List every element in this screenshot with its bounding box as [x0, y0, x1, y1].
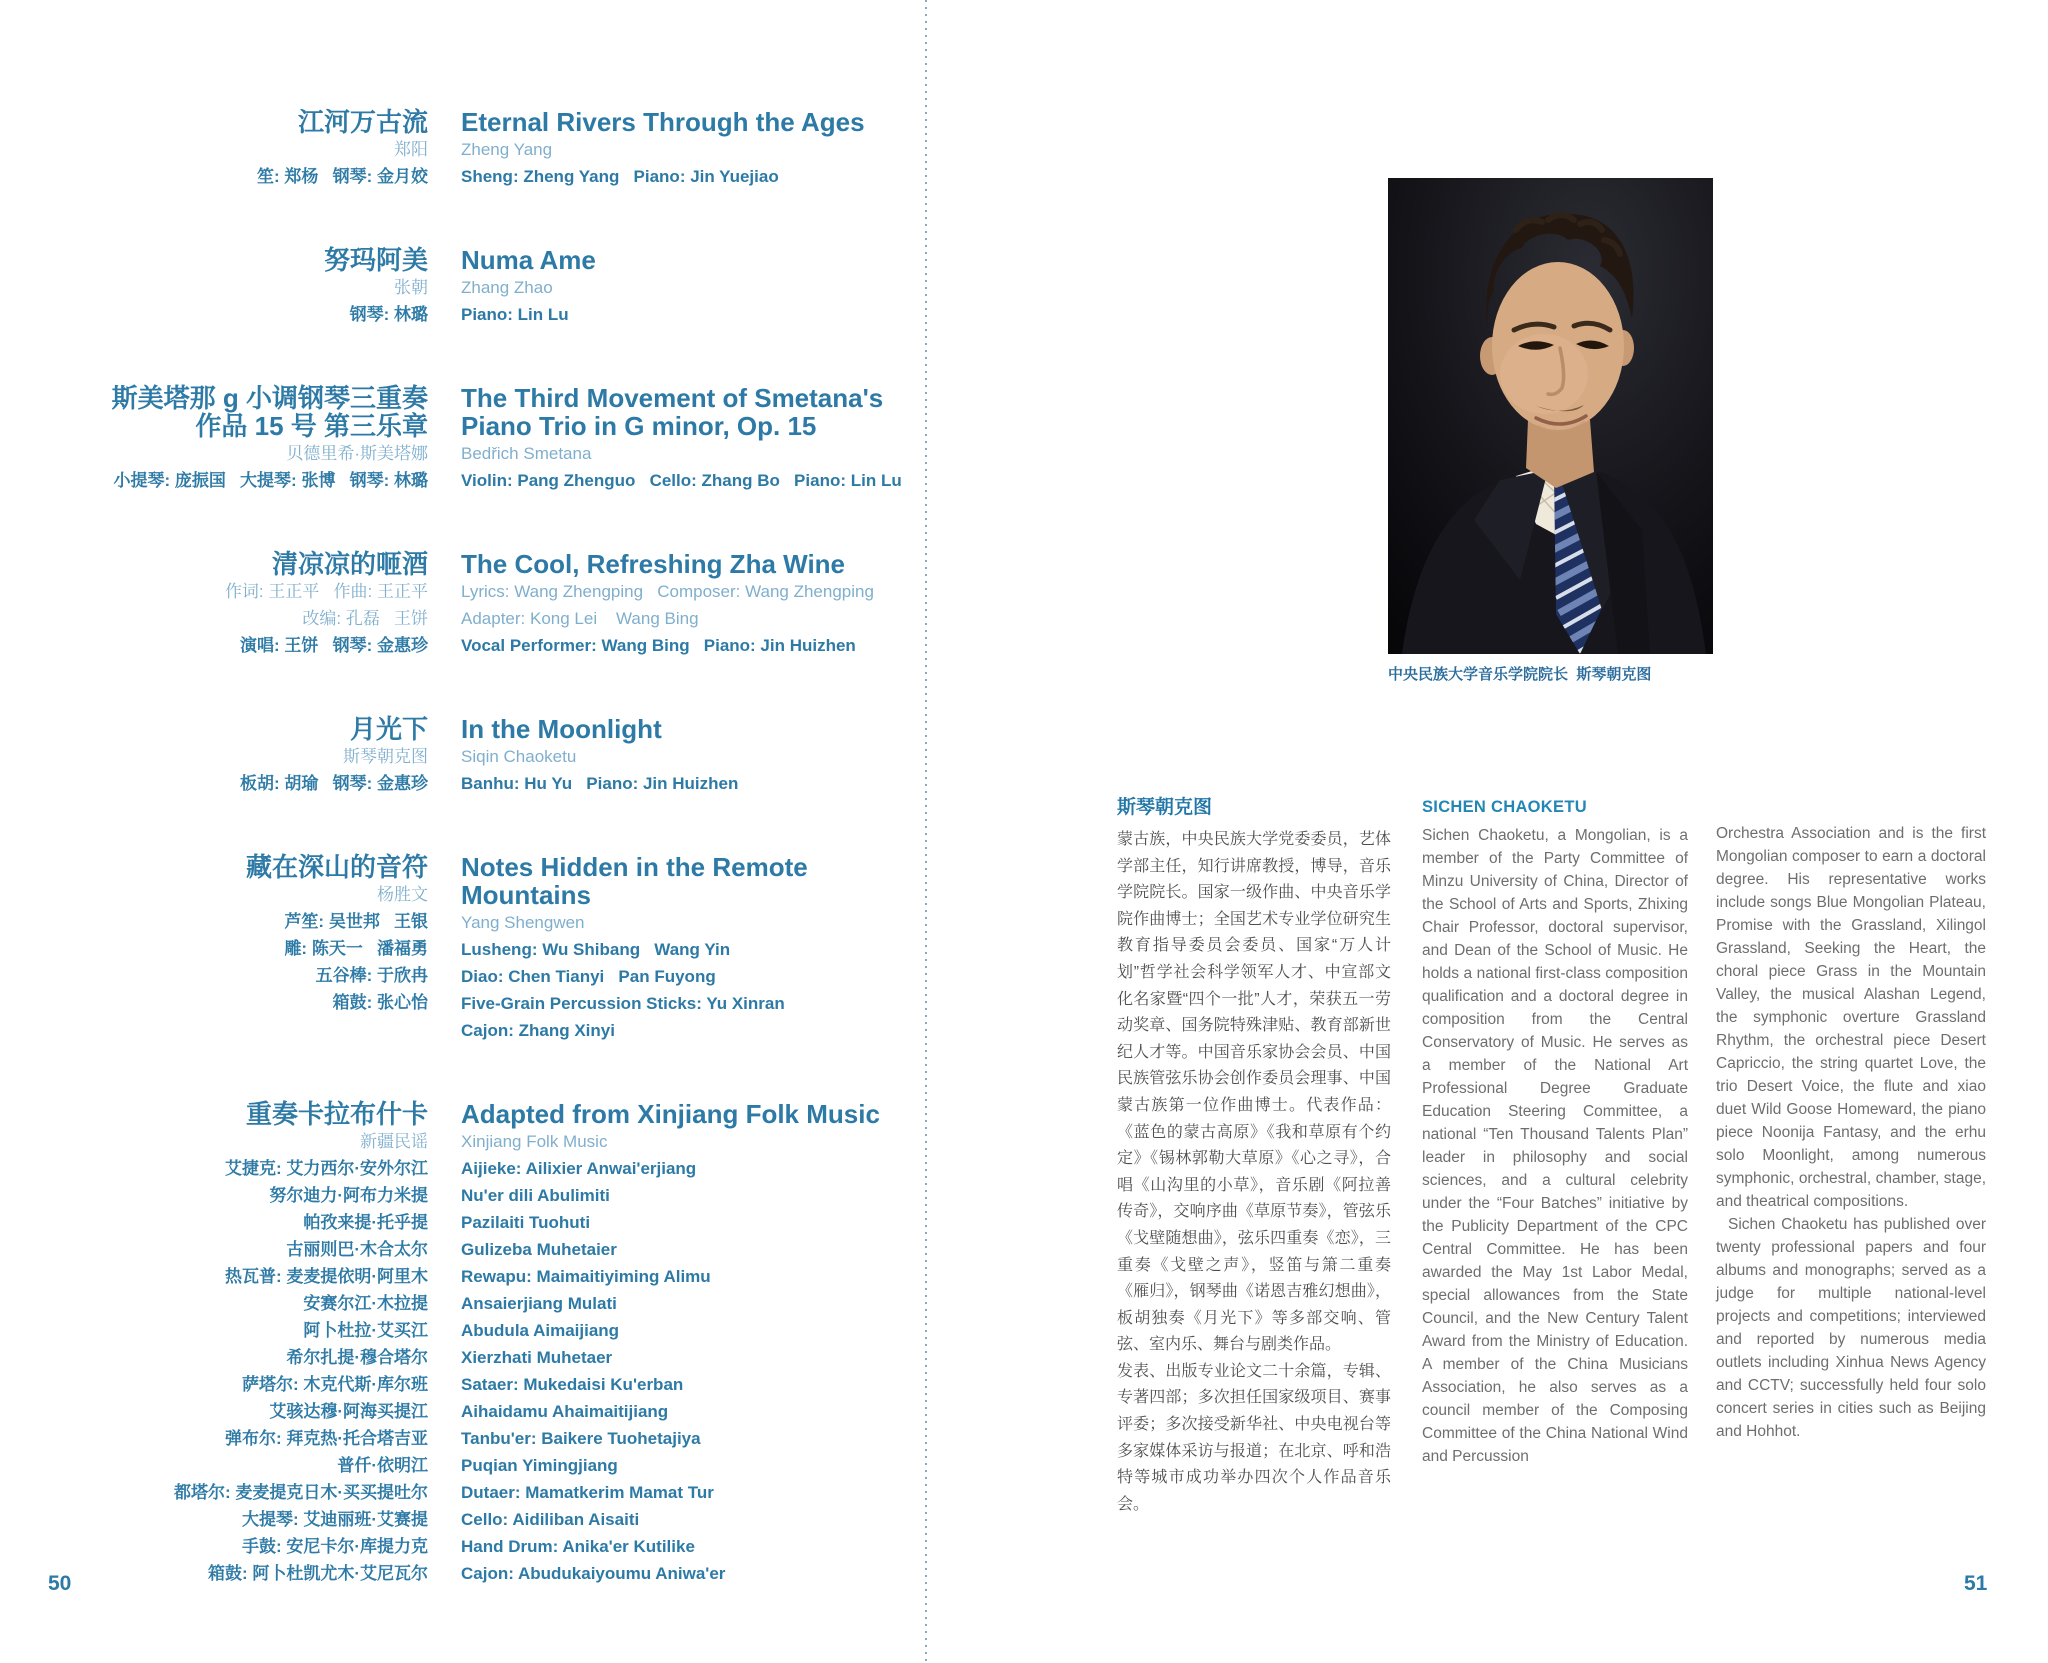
- program-entry-english: [461, 1100, 912, 1587]
- piece-title-zh: 斯美塔那 g 小调钢琴三重奏: [111, 383, 428, 413]
- program-entry: [60, 715, 912, 797]
- piece-title-en: Eternal Rivers Through the Ages: [461, 107, 865, 137]
- credit-line-zh: 箱鼓: 张心怡: [332, 993, 428, 1012]
- bio-en-paragraph: Sichen Chaoketu has published over twenty professional papers and four albums and monographs; served as a judge for multiple national-level projects and competitions; interviewed and reported by numerous media outlets including Xinhua News Agency and CCTV; successfully held four solo concert series in cities such as Beijing and Hohhot.: [1716, 1216, 1986, 1440]
- credit-line-zh: 艾捷克: 艾力西尔·安外尔江: [224, 1159, 428, 1178]
- credit-line-en: Gulizeba Muhetaier: [461, 1240, 617, 1259]
- bio-chinese-heading: 斯琴朝克图: [1117, 797, 1213, 818]
- bio-english-col1-paragraphs: [1422, 824, 1688, 1468]
- credit-line-zh: 郑阳: [394, 140, 428, 159]
- program-entry-chinese: [60, 853, 428, 1016]
- credit-line-zh: 板胡: 胡瑜 钢琴: 金惠珍: [240, 774, 428, 793]
- page-number-right: 51: [1964, 1572, 1988, 1595]
- program-entry-chinese: [60, 550, 428, 659]
- credit-line-zh: 斯琴朝克图: [343, 747, 428, 766]
- piece-title-en: Notes Hidden in the Remote Mountains: [461, 852, 815, 910]
- program-entry-chinese: [60, 108, 428, 190]
- credit-line-en: Ansaierjiang Mulati: [461, 1294, 617, 1313]
- piece-title-zh: 努玛阿美: [323, 245, 428, 275]
- credit-line-en: Cello: Aidiliban Aisaiti: [461, 1510, 640, 1529]
- bio-en-paragraph: Orchestra Association and is the first Mongolian composer to earn a doctoral degree. His representative works include songs Blue Mongolian Plateau, Promise with the Grassland, Xilingol Grassland, Seeking the Heart, the choral piece Grass in the Mountain Valley, the musical Alashan Legend, the symphonic overture Grassland Rhythm, the orchestral piece Desert Capriccio, the string quartet Love, the trio Desert Voice, the flute and xiao duet Wild Goose Homeward, the piano piece Noonija Fantasy, and the erhu solo Moonlight, among numerous symphonic, orchestral, chamber, stage, and theatrical compositions.: [1716, 825, 1986, 1210]
- credit-line-en: Vocal Performer: Wang Bing Piano: Jin Huizhen: [461, 636, 856, 655]
- credit-line-zh: 普仟·依明江: [337, 1456, 428, 1475]
- credit-line-en: Tanbu'er: Baikere Tuohetajiya: [461, 1429, 701, 1448]
- piece-title-en: Piano Trio in G minor, Op. 15: [461, 411, 817, 441]
- credit-line-zh: 新疆民谣: [360, 1132, 428, 1151]
- credit-line-en: Violin: Pang Zhenguo Cello: Zhang Bo Piano: Lin Lu: [461, 471, 902, 490]
- bio-english-column-2: [1716, 822, 1986, 1443]
- program-entry-english: [461, 384, 912, 494]
- credit-line-zh: 五谷棒: 于欣冉: [315, 966, 428, 985]
- bio-english-col2-paragraphs: [1716, 822, 1986, 1443]
- credit-line-en: Nu'er dili Abulimiti: [461, 1186, 610, 1205]
- program-entry-english: [461, 108, 912, 190]
- photo-caption: 中央民族大学音乐学院院长 斯琴朝克图: [1388, 666, 1652, 683]
- credit-line-en: Yang Shengwen: [461, 913, 585, 932]
- credit-line-en: Diao: Chen Tianyi Pan Fuyong: [461, 967, 716, 986]
- credit-line-en: Hand Drum: Anika'er Kutilike: [461, 1537, 695, 1556]
- bio-zh-paragraph: 蒙古族，中央民族大学党委委员，艺体学部主任，知行讲席教授，博导，音乐学院院长。国家一级作曲、中央音乐学院作曲博士；全国艺术专业学位研究生教育指导委员会委员、国家“万人计划”哲学社会科学领军人才、中宣部文化名家暨“四个一批”人才，荣获五一劳动奖章、国务院特殊津贴、教育部新世纪人才等。中国音乐家协会会员、中国民族管弦乐协会创作委员会理事、中国蒙古族第一位作曲博士。代表作品：《蓝色的蒙古高原》《我和草原有个约定》《锡林郭勒大草原》《心之寻》，合唱《山沟里的小草》，音乐剧《阿拉善传奇》，交响序曲《草原节奏》，管弦乐《戈壁随想曲》，弦乐四重奏《恋》，三重奏《戈壁之声》，竖笛与箫二重奏《雁归》，钢琴曲《诺恩吉雅幻想曲》，板胡独奏《月光下》等多部交响、管弦、室内乐、舞台与剧类作品。: [1117, 831, 1391, 1354]
- credit-line-zh: 热瓦普: 麦麦提依明·阿里木: [224, 1267, 428, 1286]
- bio-chinese-column: [1117, 792, 1391, 1518]
- credit-line-en: Five-Grain Percussion Sticks: Yu Xinran: [461, 994, 785, 1013]
- credit-line-zh: 演唱: 王饼 钢琴: 金惠珍: [240, 636, 428, 655]
- credit-line-zh: 箱鼓: 阿卜杜凯尤木·艾尼瓦尔: [207, 1564, 428, 1583]
- credit-line-en: Banhu: Hu Yu Piano: Jin Huizhen: [461, 774, 739, 793]
- piece-title-zh: 重奏卡拉布什卡: [245, 1099, 428, 1129]
- credit-line-zh: 贝德里希·斯美塔娜: [286, 444, 428, 463]
- credit-line-en: Pazilaiti Tuohuti: [461, 1213, 591, 1232]
- credit-line-en: Puqian Yimingjiang: [461, 1456, 618, 1475]
- credit-line-en: Aihaidamu Ahaimaitijiang: [461, 1402, 669, 1421]
- program-entry-english: [461, 715, 912, 797]
- credit-line-zh: 芦笙: 吴世邦 王银: [284, 912, 428, 931]
- credit-line-zh: 希尔扎提·穆合塔尔: [286, 1348, 428, 1367]
- credit-line-zh: 努尔迪力·阿布力米提: [269, 1186, 428, 1205]
- program-entry-chinese: [60, 1100, 428, 1587]
- credit-line-zh: 大提琴: 艾迪丽班·艾赛提: [241, 1510, 428, 1529]
- credit-line-en: Aijieke: Ailixier Anwai'erjiang: [461, 1159, 697, 1178]
- credit-line-zh: 改编: 孔磊 王饼: [302, 609, 428, 628]
- credit-line-zh: 弹布尔: 拜克热·托合塔吉亚: [224, 1429, 428, 1448]
- credit-line-en: Sheng: Zheng Yang Piano: Jin Yuejiao: [461, 167, 779, 186]
- piece-title-en: The Cool, Refreshing Zha Wine: [461, 549, 846, 579]
- program-entry: [60, 246, 912, 328]
- credit-line-en: Xinjiang Folk Music: [461, 1132, 608, 1151]
- credit-line-zh: 都塔尔: 麦麦提克日木·买买提吐尔: [173, 1483, 428, 1502]
- piece-title-en: In the Moonlight: [461, 714, 662, 744]
- credit-line-zh: 安赛尔江·木拉提: [303, 1294, 428, 1313]
- piece-title-zh: 清凉凉的咂酒: [271, 549, 428, 579]
- credit-line-en: Lyrics: Wang Zhengping Composer: Wang Zhengping: [461, 582, 874, 601]
- program-entry-chinese: [60, 384, 428, 494]
- program-entry: [60, 1100, 912, 1587]
- credit-line-en: Sataer: Mukedaisi Ku'erban: [461, 1375, 684, 1394]
- credit-line-zh: 小提琴: 庞振国 大提琴: 张博 钢琴: 林璐: [113, 471, 428, 490]
- program-entry-english: [461, 853, 912, 1044]
- credit-line-zh: 张朝: [394, 278, 428, 297]
- bio-english-column-1: [1422, 798, 1688, 1468]
- program-entry: [60, 853, 912, 1044]
- program-entry-english: [461, 246, 912, 328]
- credit-line-en: Cajon: Abudukaiyoumu Aniwa'er: [461, 1564, 726, 1583]
- credit-line-zh: 杨胜文: [377, 885, 428, 904]
- credit-line-en: Cajon: Zhang Xinyi: [461, 1021, 615, 1040]
- bio-english-heading: SICHEN CHAOKETU: [1422, 798, 1587, 816]
- credit-line-en: Bedřich Smetana: [461, 444, 592, 463]
- piece-title-en: Numa Ame: [461, 245, 596, 275]
- credit-line-en: Dutaer: Mamatkerim Mamat Tur: [461, 1483, 714, 1502]
- piece-title-en: The Third Movement of Smetana's: [461, 383, 884, 413]
- piece-title-zh: 藏在深山的音符: [245, 852, 428, 882]
- program-entry-chinese: [60, 715, 428, 797]
- credit-line-en: Siqin Chaoketu: [461, 747, 577, 766]
- credit-line-en: Adapter: Kong Lei Wang Bing: [461, 609, 699, 628]
- credit-line-en: Zhang Zhao: [461, 278, 553, 297]
- page-divider: [925, 0, 927, 1663]
- credit-line-en: Piano: Lin Lu: [461, 305, 569, 324]
- credit-line-en: Rewapu: Maimaitiyiming Alimu: [461, 1267, 711, 1286]
- page-number-left: 50: [48, 1572, 72, 1595]
- credit-line-zh: 艾骇达穆·阿海买提江: [269, 1402, 428, 1421]
- credit-line-zh: 钢琴: 林璐: [349, 305, 428, 324]
- piece-title-zh: 作品 15 号 第三乐章: [195, 411, 428, 441]
- bio-chinese-paragraphs: [1117, 827, 1391, 1518]
- portrait-photo: [1388, 178, 1713, 654]
- bio-en-paragraph: Sichen Chaoketu, a Mongolian, is a member of the Party Committee of Minzu University of China, Director of the School of Arts and Sports, Zhixing Chair Professor, doctoral supervisor, and Dean of the School of Music. He holds a national first-class composition qualification and a doctoral degree in composition from the Central Conservatory of Music. He serves as a member of the National Art Professional Degree Graduate Education Steering Committee, a national “Ten Thousand Talents Plan” leader in philosophy and social sciences, and a cultural celebrity under the “Four Batches” initiative by the Publicity Department of the CPC Central Committee. He has been awarded the May 1st Labor Medal, special allowances from the State Council, and the New Century Talent Award from the Ministry of Education. A member of the China Musicians Association, he also serves as a council member of the Composing Committee of the China National Wind and Percussion: [1422, 827, 1688, 1465]
- program-entry: [60, 384, 912, 494]
- credit-line-zh: 帕孜来提·托乎提: [303, 1213, 428, 1232]
- program-entry-chinese: [60, 246, 428, 328]
- program-entry: [60, 108, 912, 190]
- program-list: [60, 108, 912, 1643]
- credit-line-zh: 萨塔尔: 木克代斯·库尔班: [241, 1375, 428, 1394]
- credit-line-en: Lusheng: Wu Shibang Wang Yin: [461, 940, 731, 959]
- piece-title-zh: 江河万古流: [297, 107, 428, 137]
- credit-line-en: Zheng Yang: [461, 140, 553, 159]
- credit-line-zh: 雕: 陈天一 潘福勇: [284, 939, 428, 958]
- credit-line-en: Abudula Aimaijiang: [461, 1321, 620, 1340]
- credit-line-zh: 古丽则巴·木合太尔: [286, 1240, 428, 1259]
- credit-line-zh: 阿卜杜拉·艾买江: [303, 1321, 428, 1340]
- program-entry-english: [461, 550, 912, 659]
- credit-line-zh: 作词: 王正平 作曲: 王正平: [224, 582, 428, 601]
- bio-zh-paragraph: 发表、出版专业论文二十余篇，专辑、专著四部；多次担任国家级项目、赛事评委；多次接受新华社、中央电视台等多家媒体采访与报道；在北京、呼和浩特等城市成功举办四次个人作品音乐会。: [1117, 1362, 1391, 1513]
- credit-line-en: Xierzhati Muhetaer: [461, 1348, 613, 1367]
- piece-title-en: Adapted from Xinjiang Folk Music: [461, 1099, 880, 1129]
- piece-title-zh: 月光下: [349, 714, 428, 744]
- credit-line-zh: 笙: 郑杨 钢琴: 金月姣: [257, 167, 428, 186]
- portrait-photo-graphic: [1388, 178, 1713, 654]
- program-entry: [60, 550, 912, 659]
- credit-line-zh: 手鼓: 安尼卡尔·库提力克: [241, 1537, 428, 1556]
